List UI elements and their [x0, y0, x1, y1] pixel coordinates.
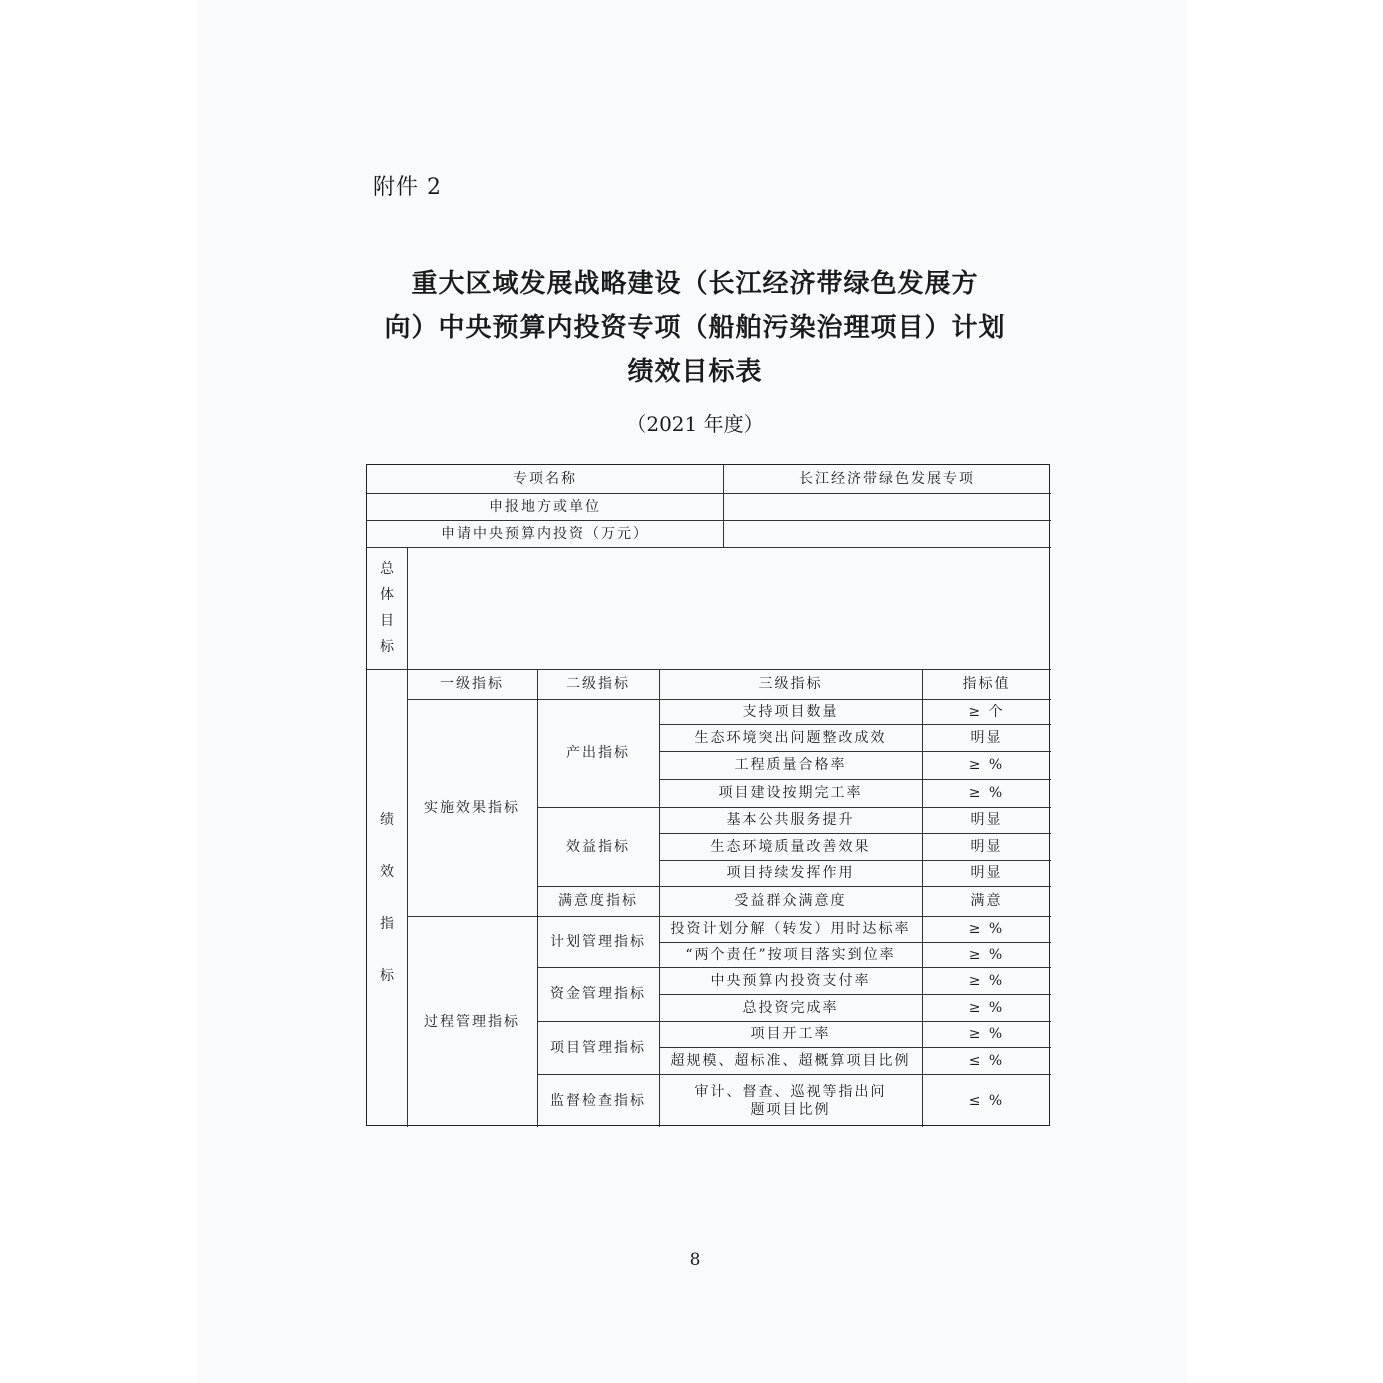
- indicator-value: 明显: [970, 729, 1003, 746]
- project-name-value: 长江经济带绿色发展专项: [799, 471, 975, 487]
- indicator-value: 明显: [970, 838, 1003, 855]
- indicator-value: ≥ %: [968, 972, 1005, 989]
- investment-label: 申请中央预算内投资（万元）: [441, 525, 649, 542]
- indicator-value: ≥ %: [968, 921, 1005, 937]
- page-number: 8: [689, 1250, 701, 1270]
- performance-indicators-label: 绩 效 指 标: [380, 812, 394, 984]
- title-line-1: 重大区域发展战略建设（长江经济带绿色发展方: [411, 269, 979, 299]
- indicator-value: ≥ %: [968, 1026, 1005, 1042]
- indicator-name: 生态环境质量改善效果: [710, 838, 871, 855]
- indicator-value: ≤ %: [968, 1052, 1005, 1069]
- indicator-name: 工程质量合格率: [734, 757, 847, 773]
- col-header-value: 指标值: [962, 676, 1011, 692]
- indicator-name: 受益群众满意度: [734, 893, 847, 909]
- applicant-label: 申报地方或单位: [489, 498, 601, 515]
- overall-goal-label: 总 体 目 标: [380, 561, 394, 655]
- level2-fund-management: 资金管理指标: [550, 986, 646, 1002]
- attachment-label: 附件 2: [373, 175, 442, 200]
- indicator-name: 项目开工率: [750, 1026, 831, 1042]
- project-name-label: 专项名称: [513, 471, 577, 487]
- applicant-value: [723, 493, 1051, 520]
- indicator-value: 明显: [970, 865, 1003, 881]
- title-line-3: 绩效目标表: [627, 357, 763, 387]
- indicator-value: ≥ %: [968, 785, 1005, 801]
- level1-implementation-effect: 实施效果指标: [424, 799, 520, 816]
- overall-goal-content: [407, 547, 1051, 669]
- indicator-name: 支持项目数量: [742, 703, 839, 720]
- level2-project-management: 项目管理指标: [550, 1039, 646, 1056]
- year-label: （2021 年度）: [626, 412, 764, 436]
- col-header-level3: 三级指标: [758, 676, 823, 692]
- indicator-value: 满意: [970, 893, 1003, 909]
- indicator-name: 审计、督查、巡视等指出问题项目比例: [694, 1083, 887, 1118]
- col-header-level2: 二级指标: [566, 676, 630, 692]
- indicator-name: 项目建设按期完工率: [718, 785, 863, 801]
- indicator-name: 中央预算内投资支付率: [710, 972, 871, 989]
- indicator-name: 超规模、超标准、超概算项目比例: [670, 1052, 911, 1069]
- indicator-name: 投资计划分解（转发）用时达标率: [670, 921, 911, 937]
- indicator-value: ≥ %: [968, 946, 1005, 963]
- indicator-name: 项目持续发挥作用: [726, 865, 855, 881]
- col-header-level1: 一级指标: [440, 676, 504, 692]
- indicator-value: 明显: [970, 812, 1003, 828]
- level2-supervision: 监督检查指标: [550, 1092, 646, 1109]
- investment-value: [723, 520, 1051, 547]
- level2-plan-management: 计划管理指标: [550, 933, 646, 950]
- indicator-name: 总投资完成率: [742, 999, 839, 1016]
- indicator-value: ≥ %: [968, 757, 1005, 773]
- indicator-name: 生态环境突出问题整改成效: [694, 729, 887, 746]
- level2-output: 产出指标: [566, 745, 630, 761]
- performance-target-table: [366, 464, 1050, 1126]
- title-line-2: 向）中央预算内投资专项（船舶污染治理项目）计划: [384, 313, 1006, 343]
- level1-process-management: 过程管理指标: [424, 1013, 520, 1030]
- indicator-value: ≥ 个: [968, 703, 1005, 720]
- level2-satisfaction: 满意度指标: [558, 893, 638, 909]
- indicator-value: ≥ %: [968, 999, 1005, 1016]
- indicator-name: 基本公共服务提升: [726, 812, 855, 828]
- level2-benefit: 效益指标: [566, 838, 630, 855]
- indicator-value: ≤ %: [968, 1092, 1005, 1109]
- indicator-name: “两个责任”按项目落实到位率: [685, 946, 896, 963]
- document-title: [370, 262, 1020, 394]
